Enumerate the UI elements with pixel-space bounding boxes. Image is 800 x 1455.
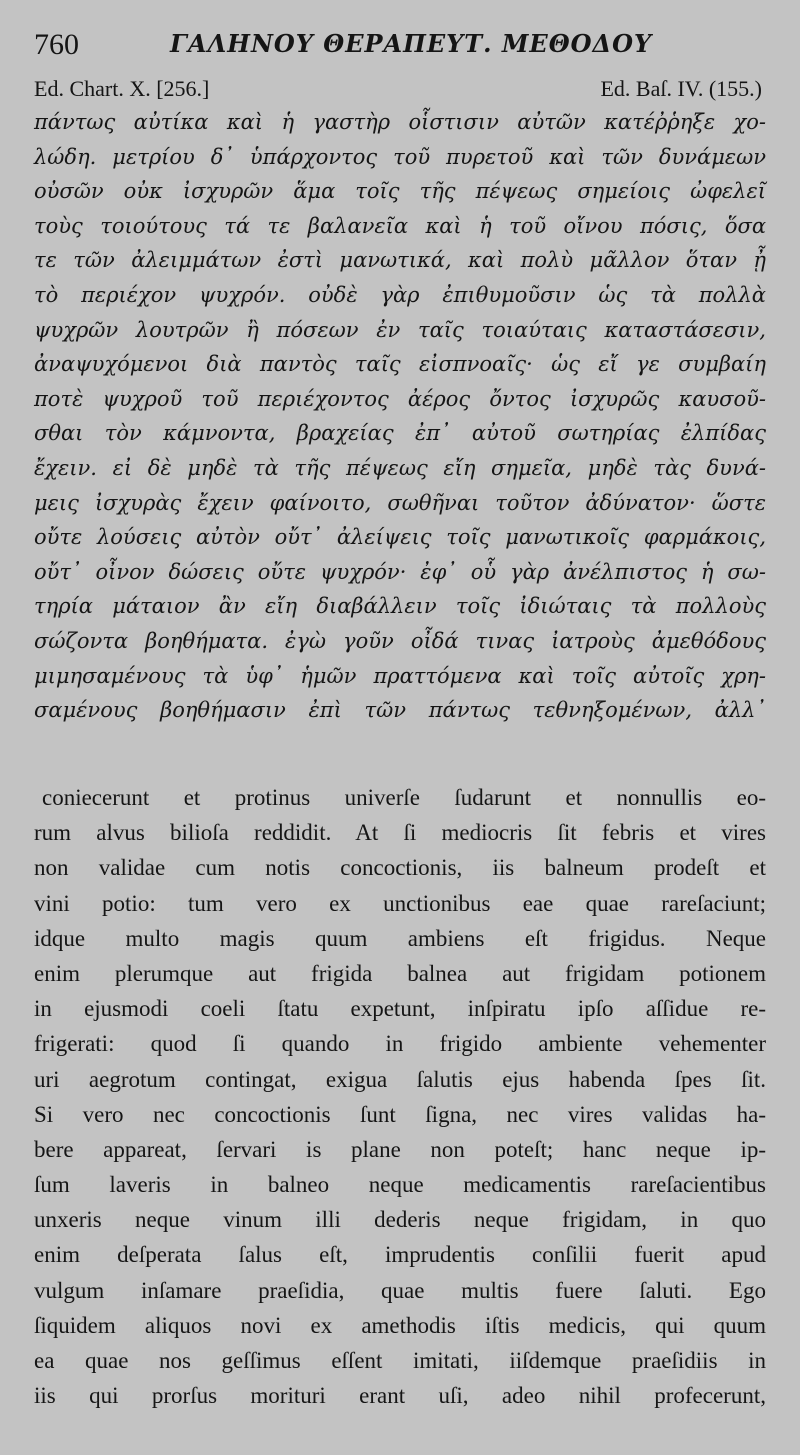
- greek-text-line: λώδη. μετρίου δ᾽ ὑπάρχοντος τοῦ πυρετοῦ καὶ τῶν δυνάμεων: [34, 144, 766, 169]
- page-number: 760: [34, 28, 79, 61]
- latin-text-line: iis qui prorſus morituri erant uſi, adeo nihil profecerunt,: [34, 1383, 766, 1409]
- latin-text-line: ſum laveris in balneo neque medicamentis rareſacientibus: [34, 1172, 766, 1198]
- latin-text-line: frigerati: quod ſi quando in frigido ambiente vehementer: [34, 1031, 766, 1057]
- greek-text-line: οὔτ᾽ οἶνον δώσεις οὔτε ψυχρόν· ἐφ᾽ οὗ γὰρ ἀνέλπιστος ἡ σω-: [34, 559, 766, 584]
- latin-text-line: idque multo magis quum ambiens eſt frigidus. Neque: [34, 925, 766, 951]
- greek-text-line: σαμένους βοηθήμασιν ἐπὶ τῶν πάντως τεθνηξομένων, ἀλλ᾽: [34, 698, 766, 723]
- latin-text-line: enim plerumque aut frigida balnea aut frigidam potionem: [34, 960, 766, 986]
- greek-text-line: τε τῶν ἀλειμμάτων ἐστὶ μανωτικά, καὶ πολὺ μᾶλλον ὅταν ᾖ: [34, 248, 766, 273]
- latin-text-line: coniecerunt et protinus univerſe ſudarunt et nonnullis eo-: [42, 785, 766, 810]
- greek-text-line: μιμησαμένους τὰ ὑφ᾽ ἡμῶν πραττόμενα καὶ τοῖς αὐτοῖς χρη-: [34, 663, 766, 688]
- latin-text-line: ſiquidem aliquos novi ex amethodis iſtis medicis, qui quum: [34, 1312, 766, 1338]
- greek-text-line: σθαι τὸν κάμνοντα, βραχείας ἐπ᾽ αὐτοῦ σωτηρίας ἐλπίδας: [34, 421, 766, 446]
- greek-text-line: οὔτε λούσεις αὐτὸν οὔτ᾽ ἀλείψεις τοῖς μανωτικοῖς φαρμάκοις,: [34, 525, 766, 550]
- greek-text-block: [34, 105, 766, 728]
- greek-text-line: τηρία μάταιον ἂν εἴη διαβάλλειν τοῖς ἰδιώταις τὰ πολλοὺς: [34, 594, 766, 619]
- greek-text-line: μεις ἰσχυρὰς ἔχειν φαίνοιτο, σωθῆναι τοῦτον ἀδύνατον· ὥστε: [34, 490, 766, 515]
- greek-text-line: οὐσῶν οὐκ ἰσχυρῶν ἅμα τοῖς τῆς πέψεως σημείοις ὠφελεῖ: [34, 179, 766, 204]
- running-title: ΓΑΛΗΝΟΥ ΘΕΡΑΠΕΥΤ. ΜΕΘΟΔΟΥ: [170, 29, 653, 58]
- greek-text-line: τὸ περιέχον ψυχρόν. οὐδὲ γὰρ ἐπιθυμοῦσιν ὡς τὰ πολλὰ: [34, 282, 766, 307]
- edition-reference-left: Ed. Chart. X. [256.]: [34, 76, 210, 101]
- greek-text-line: ψυχρῶν λουτρῶν ἢ πόσεων ἐν ταῖς τοιαύταις καταστάσεσιν,: [34, 317, 766, 342]
- greek-text-line: τοὺς τοιούτους τά τε βαλανεῖα καὶ ἡ τοῦ οἴνου πόσις, ὅσα: [34, 213, 766, 238]
- latin-text-line: bere appareat, ſervari is plane non poteſt; hanc neque ip-: [34, 1136, 766, 1162]
- latin-text-line: in ejusmodi coeli ſtatu expetunt, inſpiratu ipſo aſſidue re-: [34, 996, 766, 1022]
- latin-text-line: vini potio: tum vero ex unctionibus eae quae rareſaciunt;: [34, 890, 766, 916]
- greek-text-line: ἀναψυχόμενοι διὰ παντὸς ταῖς εἰσπνοαῖς· ὡς εἴ γε συμβαίη: [34, 352, 766, 377]
- latin-text-line: non validae cum notis concoctionis, iis balneum prodeſt et: [34, 855, 766, 881]
- greek-text-line: σώζοντα βοηθήματα. ἐγὼ γοῦν οἶδά τινας ἰατροὺς ἀμεθόδους: [34, 628, 766, 653]
- latin-text-line: Si vero nec concoctionis ſunt ſigna, nec vires validas ha-: [34, 1101, 766, 1127]
- latin-text-line: uri aegrotum contingat, exigua ſalutis ejus habenda ſpes ſit.: [34, 1066, 766, 1092]
- latin-text-line: ea quae nos geſſimus eſſent imitati, iiſdemque praeſidiis in: [34, 1348, 766, 1373]
- latin-text-line: vulgum inſamare praeſidia, quae multis fuere ſaluti. Ego: [34, 1277, 766, 1303]
- latin-text-line: rum alvus bilioſa reddidit. At ſi mediocris ſit febris et vires: [34, 820, 766, 846]
- greek-text-line: πάντως αὐτίκα καὶ ἡ γαστὴρ οἷστισιν αὐτῶν κατέῤῥηξε χο-: [34, 110, 766, 134]
- latin-text-line: enim deſperata ſalus eſt, imprudentis conſilii fuerit apud: [34, 1242, 766, 1268]
- greek-text-line: ἔχειν. εἰ δὲ μηδὲ τὰ τῆς πέψεως εἴη σημεῖα, μηδὲ τὰς δυνά-: [34, 455, 766, 480]
- greek-text-line: ποτὲ ψυχροῦ τοῦ περιέχοντος ἀέρος ὄντος ἰσχυρῶς καυσοῦ-: [34, 386, 766, 411]
- latin-text-block: [34, 780, 766, 1413]
- latin-text-line: unxeris neque vinum illi dederis neque frigidam, in quo: [34, 1207, 766, 1233]
- edition-reference-right: Ed. Baſ. IV. (155.): [600, 76, 762, 101]
